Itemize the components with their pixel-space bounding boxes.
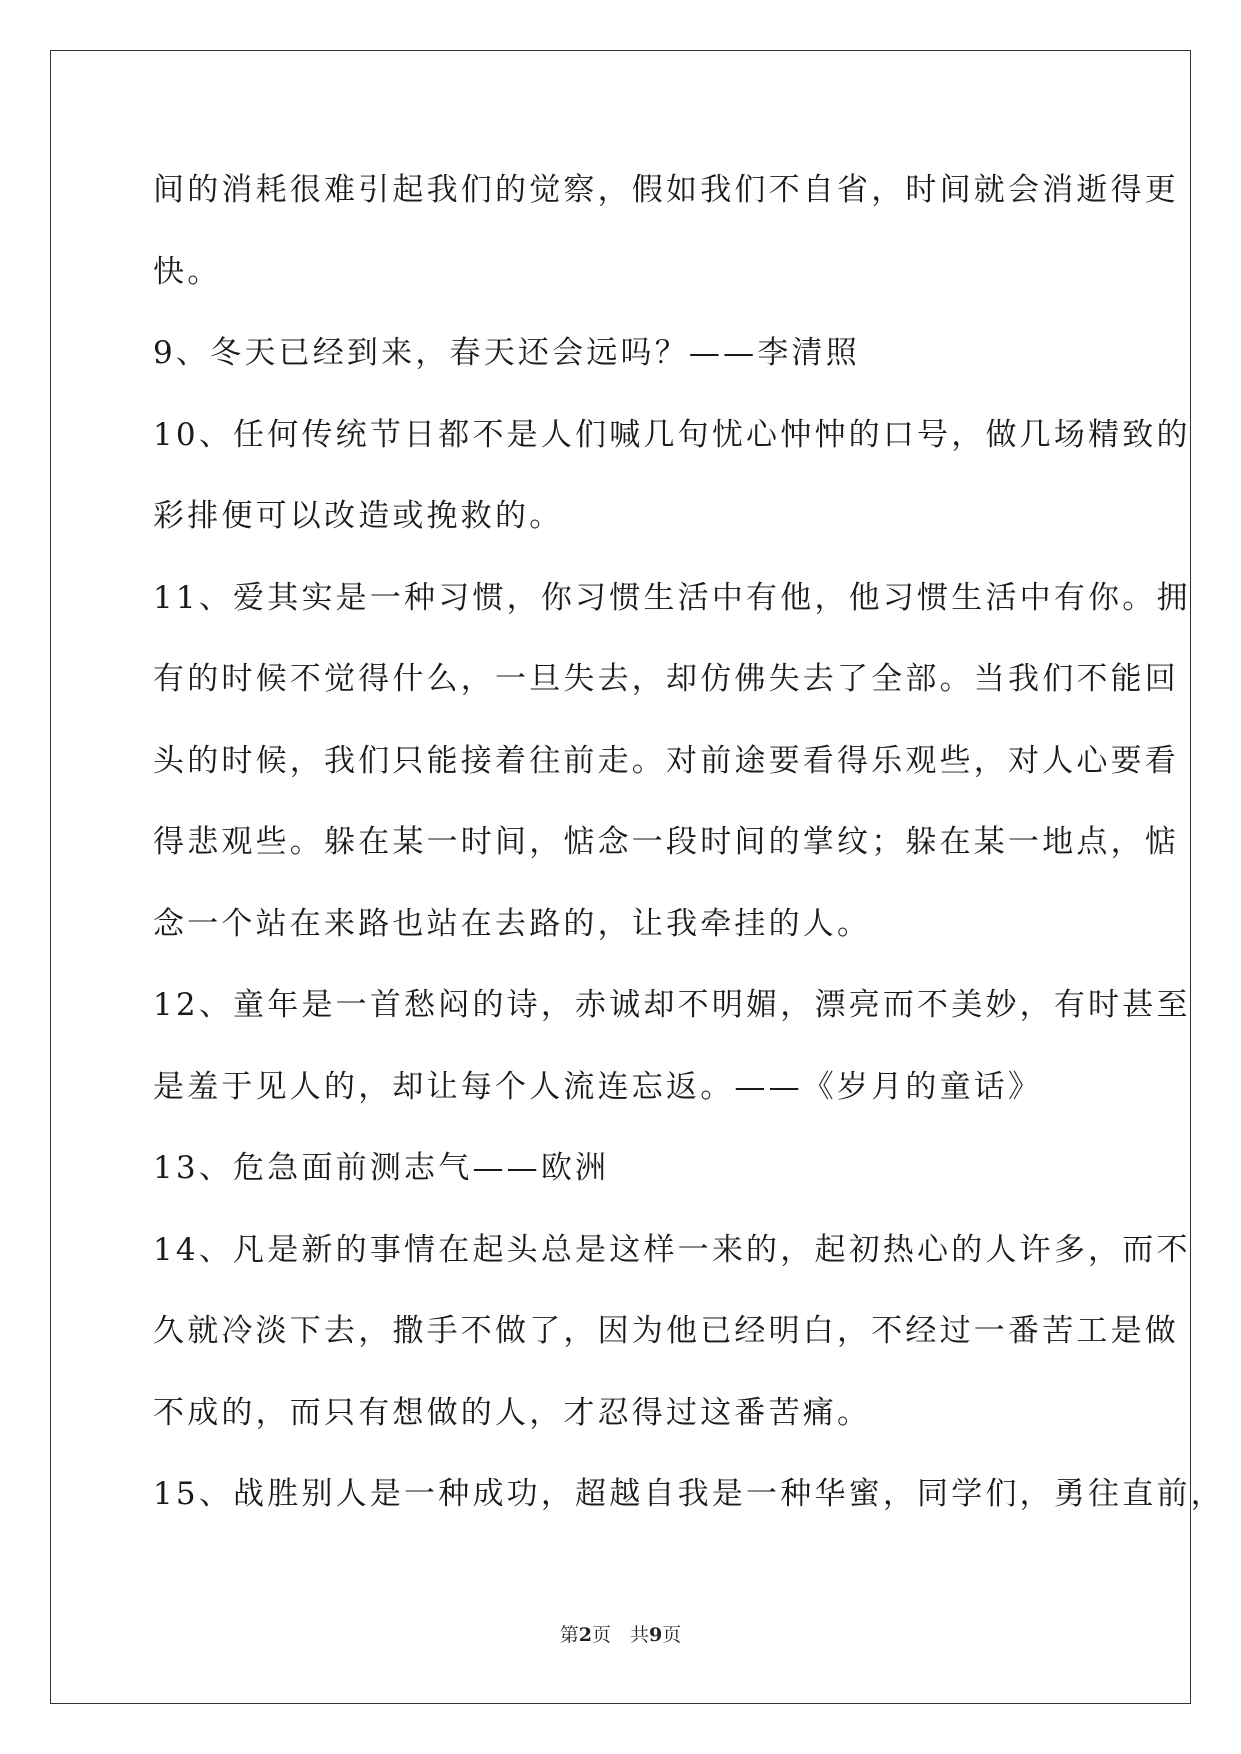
text-line: 9、冬天已经到来，春天还会远吗？——李清照	[153, 335, 860, 371]
text-line: 念一个站在来路也站在去路的，让我牵挂的人。	[153, 905, 872, 942]
text-line: 得悲观些。躲在某一时间，惦念一段时间的掌纹；躲在某一地点，惦	[153, 824, 1179, 860]
text-line: 11、爱其实是一种习惯，你习惯生活中有他，他习惯生活中有你。拥	[153, 579, 1191, 616]
current-page-number: 2	[578, 1624, 592, 1646]
text-line: 不成的，而只有想做的人，才忍得过这番苦痛。	[153, 1394, 872, 1431]
page-number-footer	[0, 1620, 1241, 1647]
text-line: 13、危急面前测志气——欧洲	[153, 1150, 610, 1186]
text-line: 15、战胜别人是一种成功，超越自我是一种华蜜，同学们，勇往直前，	[153, 1476, 1225, 1512]
text-line: 快。	[153, 253, 222, 290]
footer-prefix: 第	[559, 1624, 579, 1646]
text-line: 12、童年是一首愁闷的诗，赤诚却不明媚，漂亮而不美妙，有时甚至	[153, 987, 1191, 1023]
text-line: 间的消耗很难引起我们的觉察，假如我们不自省，时间就会消逝得更	[153, 172, 1179, 208]
text-line: 是羞于见人的，却让每个人流连忘返。——《岁月的童话》	[153, 1068, 1043, 1105]
text-line: 10、任何传统节日都不是人们喊几句忧心忡忡的口号，做几场精致的	[153, 416, 1191, 453]
text-line: 头的时候，我们只能接着往前走。对前途要看得乐观些，对人心要看	[153, 742, 1179, 779]
document-body	[153, 160, 1225, 1546]
text-line: 有的时候不觉得什么，一旦失去，却仿佛失去了全部。当我们不能回	[153, 661, 1179, 697]
text-line: 彩排便可以改造或挽救的。	[153, 498, 564, 534]
text-line: 久就冷淡下去，撒手不做了，因为他已经明白，不经过一番苦工是做	[153, 1313, 1179, 1349]
text-line: 14、凡是新的事情在起头总是这样一来的，起初热心的人许多，而不	[153, 1231, 1191, 1268]
footer-suffix: 页	[662, 1624, 682, 1646]
total-page-number: 9	[649, 1624, 663, 1646]
footer-mid: 页 共	[591, 1624, 649, 1646]
